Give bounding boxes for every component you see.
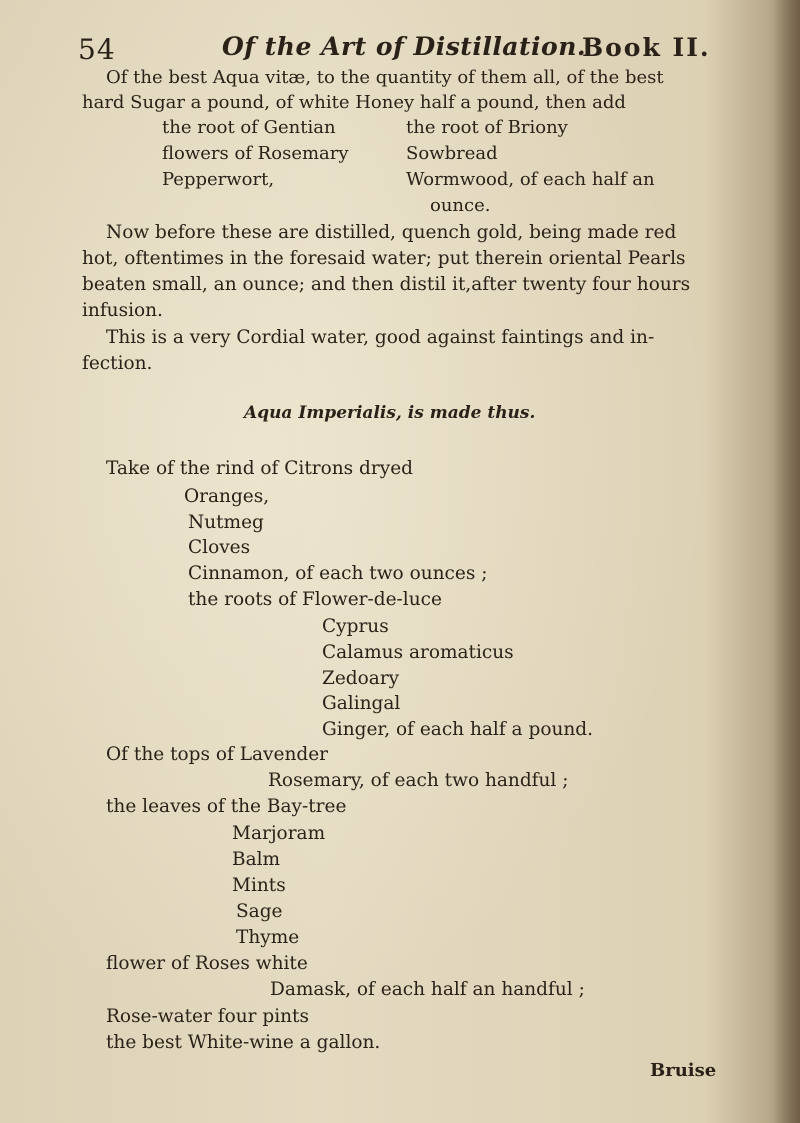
recipe-line: the best White-wine a gallon. bbox=[106, 1032, 381, 1053]
book-label: Book II. bbox=[582, 33, 711, 62]
recipe-line: the roots of Flower-de-luce bbox=[188, 589, 442, 610]
recipe-heading: Aqua Imperialis, is made thus. bbox=[244, 403, 536, 423]
recipe-line: flower of Roses white bbox=[106, 953, 308, 974]
recipe-line: Take of the rind of Citrons dryed bbox=[106, 458, 413, 479]
paragraph-line: infusion. bbox=[82, 300, 163, 321]
recipe-line: Nutmeg bbox=[188, 512, 264, 533]
paragraph-line: fection. bbox=[82, 353, 153, 374]
recipe-line: Cloves bbox=[188, 537, 251, 558]
ingredient-left: the root of Gentian bbox=[162, 117, 336, 138]
paragraph-line: beaten small, an ounce; and then distil it,after twenty four hours bbox=[82, 274, 691, 295]
page-number: 54 bbox=[78, 33, 116, 66]
recipe-line: Marjoram bbox=[232, 823, 326, 844]
recipe-line: Sage bbox=[236, 901, 283, 922]
recipe-line: Calamus aromaticus bbox=[322, 642, 514, 663]
recipe-line: Balm bbox=[232, 849, 281, 870]
recipe-line: Galingal bbox=[322, 693, 401, 714]
paragraph-line: hot, oftentimes in the foresaid water; put therein oriental Pearls bbox=[82, 248, 686, 269]
paragraph-line: Now before these are distilled, quench gold, being made red bbox=[106, 222, 677, 243]
recipe-line: Ginger, of each half a pound. bbox=[322, 719, 594, 740]
ingredient-right: ounce. bbox=[430, 195, 491, 216]
recipe-line: Rose-water four pints bbox=[106, 1006, 309, 1027]
recipe-line: Thyme bbox=[236, 927, 300, 948]
ingredient-left: flowers of Rosemary bbox=[162, 143, 349, 164]
running-title: Of the Art of Distillation. bbox=[222, 32, 587, 61]
recipe-line: Cyprus bbox=[322, 616, 389, 637]
opening-line: hard Sugar a pound, of white Honey half a pound, then add bbox=[82, 92, 626, 113]
recipe-line: Rosemary, of each two handful ; bbox=[268, 770, 569, 791]
paragraph-line: This is a very Cordial water, good against faintings and in- bbox=[106, 327, 655, 348]
page-gutter-shadow bbox=[774, 0, 800, 1123]
recipe-line: Damask, of each half an handful ; bbox=[270, 979, 585, 1000]
ingredient-right: Wormwood, of each half an bbox=[406, 169, 655, 190]
recipe-line: Of the tops of Lavender bbox=[106, 744, 328, 765]
recipe-line: Zedoary bbox=[322, 668, 400, 689]
ingredient-right: the root of Briony bbox=[406, 117, 568, 138]
opening-line: Of the best Aqua vitæ, to the quantity of them all, of the best bbox=[106, 67, 664, 88]
ingredient-right: Sowbread bbox=[406, 143, 498, 164]
recipe-line: Cinnamon, of each two ounces ; bbox=[188, 563, 488, 584]
ingredient-left: Pepperwort, bbox=[162, 169, 275, 190]
recipe-line: Oranges, bbox=[184, 486, 270, 507]
recipe-line: Mints bbox=[232, 875, 286, 896]
recipe-line: the leaves of the Bay-tree bbox=[106, 796, 347, 817]
catchword: Bruise bbox=[650, 1060, 717, 1081]
